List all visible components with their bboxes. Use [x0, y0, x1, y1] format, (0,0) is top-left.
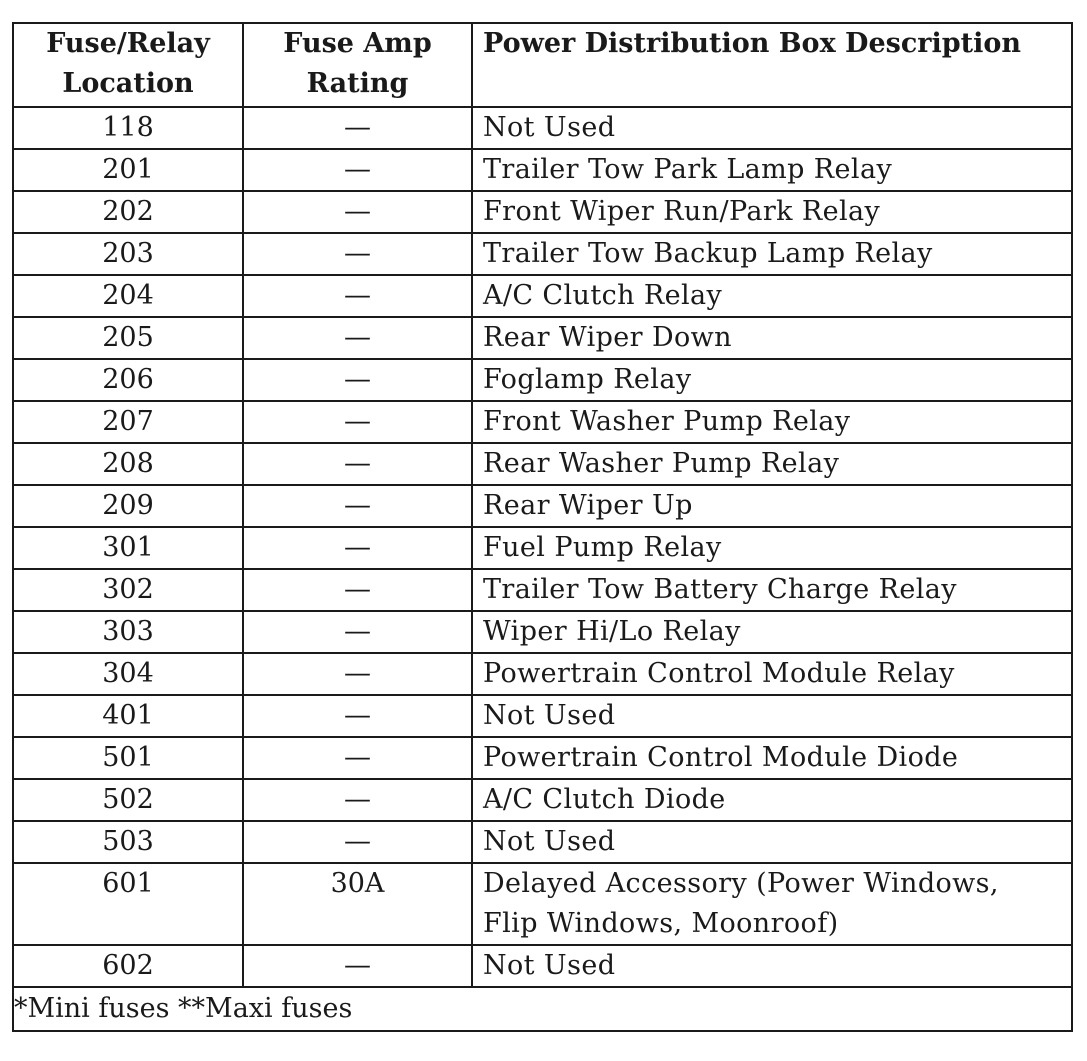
cell-description: A/C Clutch Relay — [472, 275, 1072, 317]
header-description: Power Distribution Box Description — [472, 23, 1072, 107]
cell-location: 205 — [13, 317, 243, 359]
cell-description: Foglamp Relay — [472, 359, 1072, 401]
cell-amp-rating: — — [243, 317, 472, 359]
cell-location: 206 — [13, 359, 243, 401]
cell-amp-rating: — — [243, 611, 472, 653]
cell-location: 303 — [13, 611, 243, 653]
cell-description: Not Used — [472, 821, 1072, 863]
cell-location: 304 — [13, 653, 243, 695]
table-row — [13, 359, 1072, 401]
cell-amp-rating: — — [243, 821, 472, 863]
header-amp-line-2: Rating — [306, 68, 409, 99]
cell-amp-rating: — — [243, 653, 472, 695]
header-location-line-2: Location — [62, 68, 194, 99]
cell-amp-rating: — — [243, 737, 472, 779]
cell-location: 209 — [13, 485, 243, 527]
cell-amp-rating: — — [243, 107, 472, 149]
table-row — [13, 317, 1072, 359]
table-row — [13, 611, 1072, 653]
table-row — [13, 821, 1072, 863]
table-row — [13, 233, 1072, 275]
power-distribution-box-table — [12, 22, 1073, 1032]
cell-description: Trailer Tow Backup Lamp Relay — [472, 233, 1072, 275]
cell-location: 202 — [13, 191, 243, 233]
cell-amp-rating: — — [243, 401, 472, 443]
cell-description: Wiper Hi/Lo Relay — [472, 611, 1072, 653]
header-location-line-1: Fuse/Relay — [46, 28, 210, 59]
cell-description: Rear Washer Pump Relay — [472, 443, 1072, 485]
cell-description: Trailer Tow Park Lamp Relay — [472, 149, 1072, 191]
cell-description: Front Wiper Run/Park Relay — [472, 191, 1072, 233]
table-footer — [13, 987, 1072, 1031]
table-row — [13, 863, 1072, 945]
cell-amp-rating: 30A — [243, 863, 472, 945]
cell-amp-rating: — — [243, 275, 472, 317]
table-row — [13, 443, 1072, 485]
table-row — [13, 737, 1072, 779]
table-row — [13, 275, 1072, 317]
table-row — [13, 653, 1072, 695]
cell-location: 501 — [13, 737, 243, 779]
cell-description: Trailer Tow Battery Charge Relay — [472, 569, 1072, 611]
cell-description: Powertrain Control Module Relay — [472, 653, 1072, 695]
cell-description — [472, 863, 1072, 945]
cell-amp-rating: — — [243, 359, 472, 401]
cell-amp-rating: — — [243, 569, 472, 611]
cell-location: 301 — [13, 527, 243, 569]
table-header — [13, 23, 1072, 107]
cell-location: 601 — [13, 863, 243, 945]
cell-description: Rear Wiper Down — [472, 317, 1072, 359]
cell-description: Front Washer Pump Relay — [472, 401, 1072, 443]
table-row — [13, 527, 1072, 569]
table-row — [13, 779, 1072, 821]
cell-location: 503 — [13, 821, 243, 863]
cell-location: 302 — [13, 569, 243, 611]
cell-description-line-2: Flip Windows, Moonroof) — [483, 908, 839, 939]
table-body — [13, 107, 1072, 987]
cell-location: 118 — [13, 107, 243, 149]
cell-location: 602 — [13, 945, 243, 987]
cell-location: 208 — [13, 443, 243, 485]
table-row — [13, 191, 1072, 233]
header-fuse-amp-rating — [243, 23, 472, 107]
cell-location: 502 — [13, 779, 243, 821]
footnote-row — [13, 987, 1072, 1031]
cell-location: 201 — [13, 149, 243, 191]
cell-amp-rating: — — [243, 233, 472, 275]
header-amp-line-1: Fuse Amp — [283, 28, 432, 59]
table-row — [13, 149, 1072, 191]
header-fuse-relay-location — [13, 23, 243, 107]
table-row — [13, 945, 1072, 987]
cell-amp-rating: — — [243, 443, 472, 485]
cell-amp-rating: — — [243, 149, 472, 191]
cell-amp-rating: — — [243, 191, 472, 233]
header-row — [13, 23, 1072, 107]
cell-amp-rating: — — [243, 945, 472, 987]
footnote: *Mini fuses **Maxi fuses — [13, 987, 1072, 1031]
cell-description: Not Used — [472, 945, 1072, 987]
cell-description: A/C Clutch Diode — [472, 779, 1072, 821]
cell-location: 207 — [13, 401, 243, 443]
table-row — [13, 695, 1072, 737]
table-row — [13, 569, 1072, 611]
cell-description: Fuel Pump Relay — [472, 527, 1072, 569]
cell-location: 204 — [13, 275, 243, 317]
cell-location: 401 — [13, 695, 243, 737]
cell-location: 203 — [13, 233, 243, 275]
cell-description: Powertrain Control Module Diode — [472, 737, 1072, 779]
cell-description: Not Used — [472, 695, 1072, 737]
cell-amp-rating: — — [243, 527, 472, 569]
cell-description-line-1: Delayed Accessory (Power Windows, — [483, 868, 999, 899]
table-row — [13, 107, 1072, 149]
cell-amp-rating: — — [243, 695, 472, 737]
cell-amp-rating: — — [243, 779, 472, 821]
table-row — [13, 485, 1072, 527]
table-row — [13, 401, 1072, 443]
cell-description: Rear Wiper Up — [472, 485, 1072, 527]
cell-description: Not Used — [472, 107, 1072, 149]
cell-amp-rating: — — [243, 485, 472, 527]
